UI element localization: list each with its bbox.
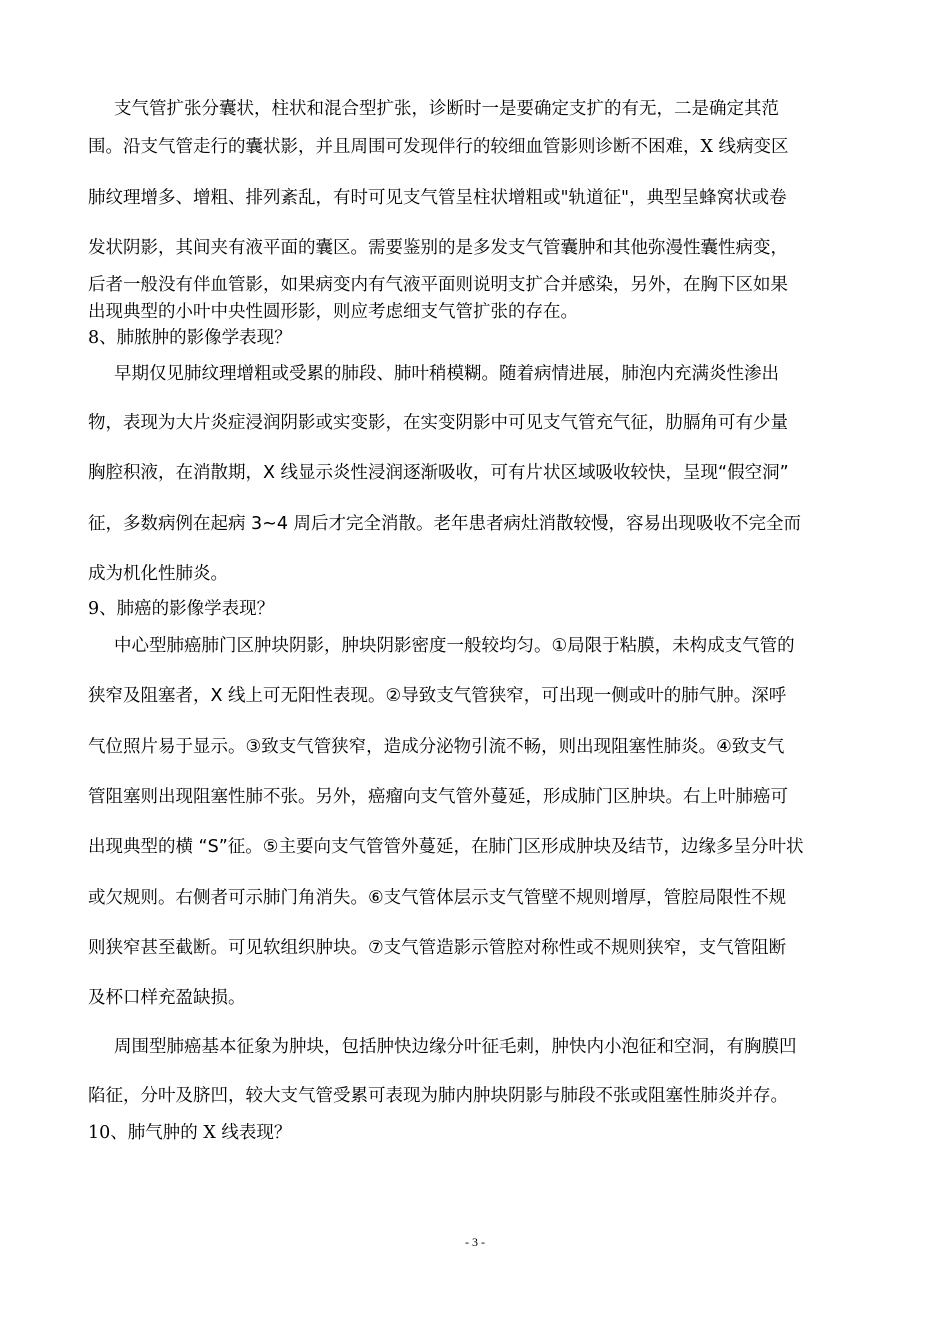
paragraph-line: 管阻塞则出现阻塞性肺不张。另外，癌瘤向支气管外蔓延，形成肺门区肿块。右上叶肺癌可	[88, 787, 788, 807]
paragraph-line: 支气管扩张分囊状，柱状和混合型扩张，诊断时一是要确定支扩的有无，二是确定其范	[114, 99, 779, 119]
paragraph-line: 早期仅见肺纹理增粗或受累的肺段、肺叶稍模糊。随着病情进展，肺泡内充满炎性渗出	[114, 364, 779, 384]
paragraph-line: 肺纹理增多、增粗、排列紊乱，有时可见支气管呈柱状增粗或"轨道征"，典型呈蜂窝状或卷	[88, 188, 787, 208]
paragraph-line: 成为机化性肺炎。	[88, 564, 228, 584]
page-number: - 3 -	[465, 1235, 485, 1249]
question-heading-9: 9、肺癌的影像学表现？	[88, 599, 275, 619]
paragraph-line: 狭窄及阻塞者，X 线上可无阳性表现。②导致支气管狭窄，可出现一侧或叶的肺气肿。深呼	[88, 686, 787, 706]
paragraph-line: 及杯口样充盈缺损。	[88, 988, 246, 1008]
paragraph-line: 胸腔积液，在消散期，X 线显示炎性浸润逐渐吸收，可有片状区域吸收较快，呈现“假空洞”	[88, 463, 789, 483]
paragraph-line: 物，表现为大片炎症浸润阴影或实变影，在实变阴影中可见支气管充气征，肋膈角可有少量	[88, 413, 788, 433]
question-heading-8: 8、肺脓肿的影像学表现？	[88, 328, 292, 348]
paragraph-line: 气位照片易于显示。③致支气管狭窄，造成分泌物引流不畅，则出现阻塞性肺炎。④致支气	[88, 737, 785, 757]
paragraph-line: 后者一般没有伴血管影，如果病变内有气液平面则说明支扩合并感染，另外，在胸下区如果	[88, 275, 788, 295]
paragraph-line: 发状阴影，其间夹有液平面的囊区。需要鉴别的是多发支气管囊肿和其他弥漫性囊性病变，	[88, 238, 788, 258]
paragraph-line: 周围型肺癌基本征象为肿块，包括肿快边缘分叶征毛刺，肿快内小泡征和空洞，有胸膜凹	[114, 1037, 797, 1057]
question-heading-10: 10、肺气肿的 X 线表现？	[88, 1123, 292, 1143]
paragraph-line: 出现典型的小叶中央性圆形影，则应考虑细支气管扩张的存在。	[88, 302, 578, 322]
paragraph-line: 陷征，分叶及脐凹，较大支气管受累可表现为肺内肿块阴影与肺段不张或阻塞性肺炎并存。	[88, 1086, 788, 1106]
paragraph-line: 则狭窄甚至截断。可见软组织肿块。⑦支气管造影示管腔对称性或不规则狭窄，支气管阻断	[88, 938, 787, 958]
paragraph-line: 中心型肺癌肺门区肿块阴影，肿块阴影密度一般较均匀。①局限于粘膜，未构成支气管的	[114, 636, 795, 656]
paragraph-line: 出现典型的横 “S”征。⑤主要向支气管管外蔓延，在肺门区形成肿块及结节，边缘多呈分叶状	[88, 837, 804, 857]
paragraph-line: 围。沿支气管走行的囊状影，并且周围可发现伴行的较细血管影则诊断不困难，X 线病变区	[88, 137, 789, 157]
paragraph-line: 征，多数病例在起病 3~4 周后才完全消散。老年患者病灶消散较慢，容易出现吸收不完全而	[88, 514, 802, 534]
paragraph-line: 或欠规则。右侧者可示肺门角消失。⑥支气管体层示支气管壁不规则增厚，管腔局限性不规	[88, 888, 787, 908]
